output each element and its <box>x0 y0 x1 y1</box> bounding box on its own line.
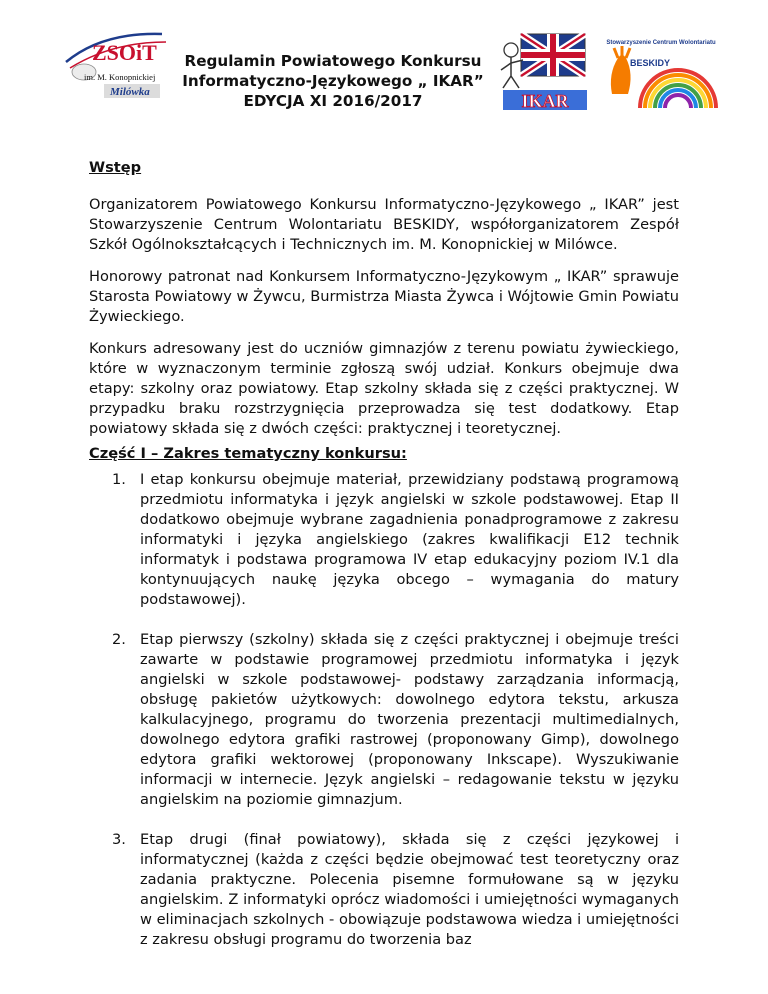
intro-paragraph-1: Organizatorem Powiatowego Konkursu Informatyczno-Językowego „ IKAR” jest Stowarzyszenie Centrum Wolontariatu BESKIDY, współorganizatorem Zespół Szkół Ogólnokształcących i Technicznych im. M. Konopnickiej w Milówce. <box>89 196 679 253</box>
document-header <box>0 0 768 120</box>
intro-heading: Wstęp <box>89 159 142 176</box>
list-item <box>89 630 679 810</box>
list-item-text: I etap konkursu obejmuje materiał, przewidziany podstawą programową przedmiotu informatyka i język angielski w szkole podstawowej. Etap II dodatkowo obejmuje wybrane zagadnienia ponadprogramowe z zakresu informatyki i języka angielskiego (zakres kwalifikacji E12 technik informatyk i podstawa programowa IV etap edukacyjny poziom IV.1 dla kontynuujących naukę języka obcego – wymagania do matury podstawowej). <box>140 471 679 608</box>
beskidy-logo-name: BESKIDY <box>630 58 671 68</box>
document-title <box>170 51 496 111</box>
list-item <box>89 830 679 950</box>
list-item <box>89 470 679 610</box>
beskidy-logo-caption: Stowarzyszenie Centrum Wolontariatu <box>606 40 716 46</box>
section-1-heading: Część I – Zakres tematyczny konkursu: <box>89 445 407 462</box>
section-1-list <box>89 470 679 950</box>
list-item-number: 2. <box>112 631 126 648</box>
list-item-number: 3. <box>112 831 126 848</box>
title-line-2: Informatyczno-Językowego „ IKAR” <box>182 72 484 90</box>
zsoit-logo <box>62 28 170 102</box>
intro-paragraph-3: Konkurs adresowany jest do uczniów gimnazjów z terenu powiatu żywieckiego, które w wyznaczonym terminie zgłoszą swój udział. Konkurs obejmuje dwa etapy: szkolny oraz powiatowy. Etap szkolny składa się z części praktycznej. W przypadku braku rozstrzygnięcia przeprowadza się test dodatkowy. Etap powiatowy składa się z dwóch części: praktycznej i teoretycznej. <box>89 340 679 437</box>
beskidy-logo <box>600 34 722 110</box>
zsoit-logo-brand: ZSOiT <box>92 40 157 65</box>
list-item-text: Etap drugi (finał powiatowy), składa się z części językowej i informatycznej (każda z części będzie obejmować test teoretyczny oraz zadania praktyczne. Polecenia pisemne formułowane są w języku angielskim. Z informatyki oprócz wiadomości i umiejętności wymaganych w eliminacjach szkolnych - obowiązuje podstawowa wiedza i umiejętności z zakresu obsługi programu do tworzenia baz <box>140 831 679 948</box>
ikar-logo <box>495 30 590 112</box>
zsoit-logo-line1: im. M. Konopnickiej <box>84 72 156 82</box>
list-item-text: Etap pierwszy (szkolny) składa się z części praktycznej i obejmuje treści zawarte w podstawie programowej przedmiotu informatyka i język angielski w szkole podstawowej- podstawy zarządzania informacją, obsługę pakietów użytkowych: dowolnego edytora tekstu, arkusza kalkulacyjnego, programu do tworzenia prezentacji multimedialnych, dowolnego edytora grafiki rastrowej (proponowany Gimp), dowolnego edytora grafiki wektorowej (proponowany Inkscape). Wyszukiwanie informacji w internecie. Język angielski – redagowanie tekstu w języku angielskim na poziomie gimnazjum. <box>140 631 679 808</box>
title-line-3: EDYCJA XI 2016/2017 <box>243 92 423 110</box>
zsoit-logo-line2: Milówka <box>110 86 150 98</box>
title-line-1: Regulamin Powiatowego Konkursu <box>184 52 482 70</box>
document-body <box>89 158 679 950</box>
intro-paragraph-2: Honorowy patronat nad Konkursem Informatyczno-Językowym „ IKAR” sprawuje Starosta Powiatowy w Żywcu, Burmistrza Miasta Żywca i Wójtowie Gmin Powiatu Żywieckiego. <box>89 268 679 325</box>
ikar-logo-text: IKAR <box>521 91 569 111</box>
list-item-number: 1. <box>112 471 126 488</box>
